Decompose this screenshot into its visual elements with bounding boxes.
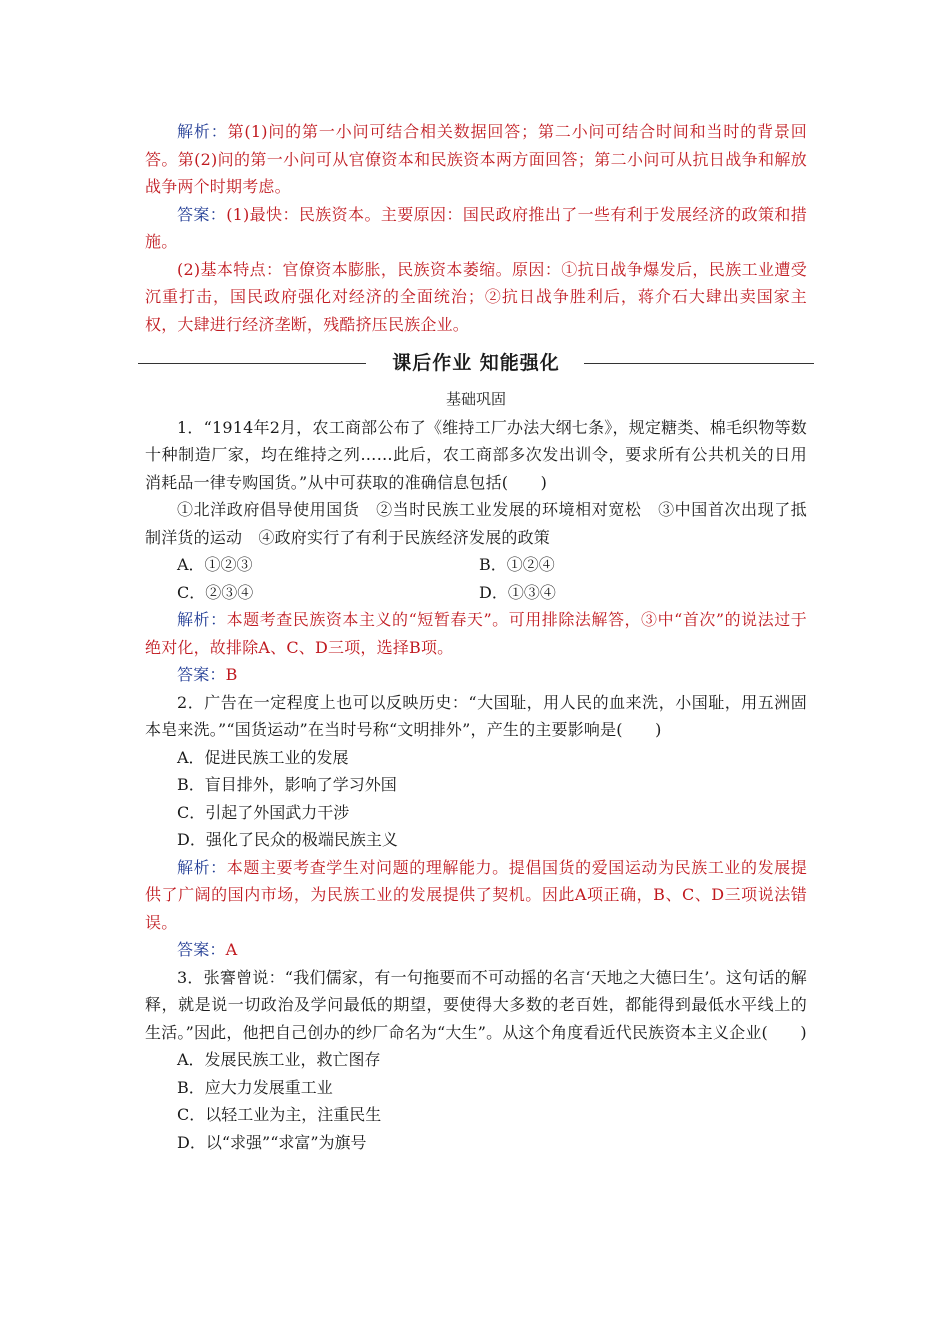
analysis-text: 第(1)问的第一小问可结合相关数据回答；第二小问可结合时间和当时的背景回答。第(2)问的第一小问可从官僚资本和民族资本两方面回答；第二小问可从抗日战争和解放战争两个时期考虑。 (145, 122, 807, 196)
document-page (145, 118, 807, 1156)
question-1-options-row-2 (145, 579, 807, 607)
question-2-analysis-label: 解析： (177, 857, 227, 877)
question-2-answer (145, 936, 807, 964)
answer-paragraph-2: (2)基本特点：官僚资本膨胀，民族资本萎缩。原因：①抗日战争爆发后，民族工业遭受沉重打击，国民政府强化对经济的全面统治；②抗日战争胜利后，蒋介石大肆出卖国家主权，大肆进行经济垄断，残酷挤压民族企业。 (145, 259, 807, 334)
question-3-option-a: A．发展民族工业，救亡图存 (177, 1050, 381, 1069)
question-2-answer-text: A (225, 940, 238, 959)
question-1-option-d: D．①③④ (479, 582, 556, 602)
question-1-analysis (145, 606, 807, 661)
question-1-options-row-1 (145, 551, 807, 579)
subsection-title: 基础巩固 (445, 390, 506, 408)
question-1-option-a: A．①②③ (177, 555, 253, 574)
question-1-option-c: C．②③④ (177, 582, 254, 602)
question-2-analysis-text: 本题主要考查学生对问题的理解能力。提倡国货的爱国运动为民族工业的发展提供了广阔的国内市场，为民族工业的发展提供了契机。因此A项正确，B、C、D三项说法错误。 (145, 857, 807, 932)
question-2-option-d: D．强化了民众的极端民族主义 (177, 830, 398, 849)
question-1-analysis-text: 本题考查民族资本主义的“短暂春天”。可用排除法解答，③中“首次”的说法过于绝对化，故排除A、C、D三项，选择B项。 (145, 610, 807, 657)
question-2-analysis (145, 854, 807, 937)
question-3-option-b: B．应大力发展重工业 (177, 1077, 333, 1097)
question-3-option-c: C．以轻工业为主，注重民生 (177, 1105, 382, 1124)
question-1-items: ①北洋政府倡导使用国货 ②当时民族工业发展的环境相对宽松 ③中国首次出现了抵制洋货的运动 ④政府实行了有利于民族经济发展的政策 (145, 500, 807, 547)
question-3-option-d: D．以“求强”“求富”为旗号 (177, 1132, 367, 1152)
answer-paragraph (145, 201, 807, 256)
question-1-answer-label: 答案： (177, 665, 226, 684)
analysis-label: 解析： (177, 122, 228, 141)
question-1-answer (145, 661, 807, 689)
question-2-stem: 2．广告在一定程度上也可以反映历史：“大国耻，用人民的血来洗，小国耻，用五洲固本皂来洗。”“国货运动”在当时号称“文明排外”，产生的主要影响是( ) (145, 692, 807, 739)
analysis-paragraph (145, 118, 807, 201)
question-2-option-c: C．引起了外国武力干涉 (177, 802, 350, 822)
question-1-option-b: B．①②④ (479, 555, 555, 574)
question-2-option-a: A．促进民族工业的发展 (177, 747, 349, 767)
question-2-option-b: B．盲目排外，影响了学习外国 (177, 775, 397, 794)
divider-line-right (584, 363, 814, 364)
question-3-stem: 3．张謇曾说：“我们儒家，有一句拖要而不可动摇的名言‘天地之大德曰生’。这句话的解释，就是说一切政治及学问最低的期望，要使得大多数的老百姓，都能得到最低水平线上的生活。”因此，他把自己创办的纱厂命名为“大生”。从这个角度看近代民族资本主义企业( ) (145, 967, 807, 1042)
question-1-stem: 1．“1914年2月，农工商部公布了《维持工厂办法大纲七条》，规定糖类、棉毛织物等数十种制造厂家，均在维持之列……此后，农工商部多次发出训令，要求所有公共机关的日用消耗品一律专购国货。”从中可获取的准确信息包括( ) (145, 417, 807, 492)
answer-text-1: (1)最快：民族资本。主要原因：国民政府推出了一些有利于发展经济的政策和措施。 (145, 204, 807, 251)
section-divider (138, 348, 814, 380)
answer-label: 答案： (177, 204, 227, 224)
question-2-answer-label: 答案： (177, 940, 226, 959)
question-1-analysis-label: 解析： (177, 610, 227, 629)
section-title: 课后作业 知能强化 (392, 352, 560, 374)
question-1-answer-text: B (225, 665, 238, 684)
